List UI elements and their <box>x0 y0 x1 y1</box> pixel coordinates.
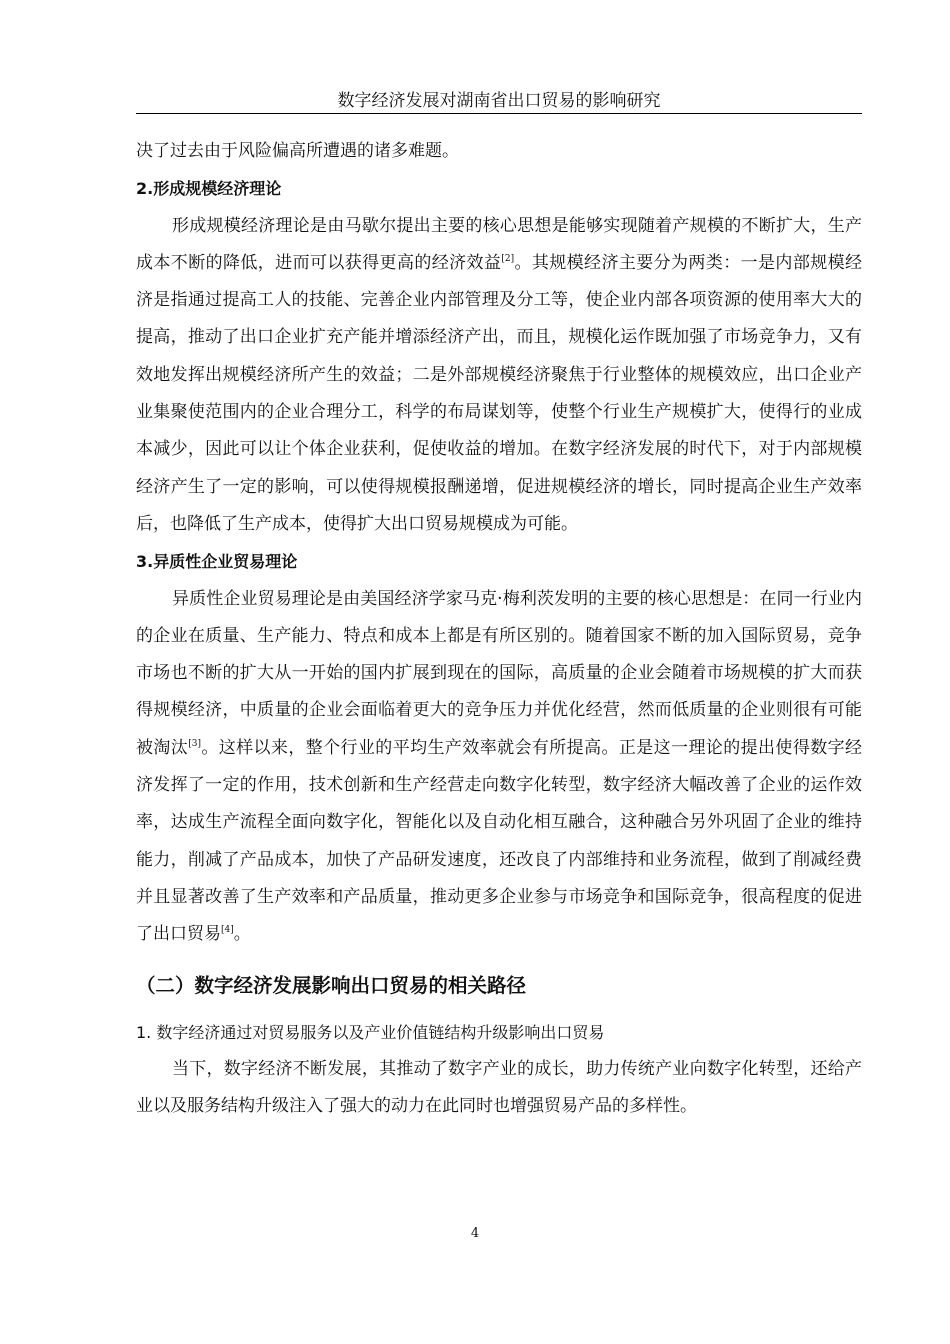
section-heading: （二）数字经济发展影响出口贸易的相关路径 <box>136 973 527 997</box>
citation-ref: [3] <box>188 738 201 749</box>
paragraph-path-1: 当下，数字经济不断发展，其推动了数字产业的成长，助力传统产业向数字化转型，还给产业以及服务结构升级注入了强大的动力在此同时也增强贸易产品的多样性。 <box>136 1058 862 1117</box>
citation-ref: [4] <box>221 925 234 936</box>
paragraph-continued: 决了过去由于风险偏高所遭遇的诸多难题。 <box>136 141 459 161</box>
paragraph-text: 。这样以来，整个行业的平均生产效率就会有所提高。正是这一理论的提出使得数字经济发挥了一定的作用，技术创新和生产经营走向数字化转型，数字经济大幅改善了企业的运作效率，达成生产流程全面向数字化，智能化以及自动化相互融合，这种融合另外巩固了企业的维持能力，削减了产品成本，加快了产品研发速度，还改良了内部维持和业务流程，做到了削减经费并且显著改善了生产效率和产品质量，推动更多企业参与市场竞争和国际竞争，很高程度的促进了出口贸易 <box>136 737 863 945</box>
page-body <box>136 133 862 1125</box>
subheading-heterogeneous-firms: 3.异质性企业贸易理论 <box>136 552 298 572</box>
subheading-path-1: 1. 数字经济通过对贸易服务以及产业价值链结构升级影响出口贸易 <box>136 1022 605 1042</box>
paragraph-text: 。 <box>233 924 251 945</box>
header-rule <box>136 113 862 114</box>
page-number: 4 <box>470 1226 480 1241</box>
paragraph-economies-of-scale <box>136 208 862 544</box>
citation-ref: [2] <box>501 253 515 264</box>
running-header-title: 数字经济发展对湖南省出口贸易的影响研究 <box>337 91 661 111</box>
paragraph-heterogeneous-firms <box>136 581 862 954</box>
paragraph-text: 异质性企业贸易理论是由美国经济学家马克·梅利茨发明的主要的核心思想是：在同一行业内的企业在质量、生产能力、特点和成本上都是有所区别的。随着国家不断的加入国际贸易，竞争市场也不断的扩大从一开始的国内扩展到现在的国际，高质量的企业会随着市场规模的扩大而获得规模经济，中质量的企业会面临着更大的竞争压力并优化经营，然而低质量的企业则很有可能被淘汰 <box>136 588 862 758</box>
subheading-economies-of-scale: 2.形成规模经济理论 <box>136 179 282 199</box>
paragraph-text: 形成规模经济理论是由马歇尔提出主要的核心思想是能够实现随着产规模的不断扩大，生产成本不断的降低，进而可以获得更高的经济效益 <box>136 215 862 273</box>
paragraph-text: 。其规模经济主要分为两类：一是内部规模经济是指通过提高工人的技能、完善企业内部管理及分工等，使企业内部各项资源的使用率大大的提高，推动了出口企业扩充产能并增添经济产出，而且，规模化运作既加强了市场竞争力，又有效地发挥出规模经济所产生的效益；二是外部规模经济聚焦于行业整体的规模效应，出口企业产业集聚使范围内的企业合理分工，科学的布局谋划等，使整个行业生产规模扩大，使得行的业成本减少，因此可以让个体企业获利，促使收益的增加。在数字经济发展的时代下，对于内部规模经济产生了一定的影响，可以使得规模报酬递增，促进规模经济的增长，同时提高企业生产效率后，也降低了生产成本，使得扩大出口贸易规模成为可能。 <box>136 252 863 534</box>
